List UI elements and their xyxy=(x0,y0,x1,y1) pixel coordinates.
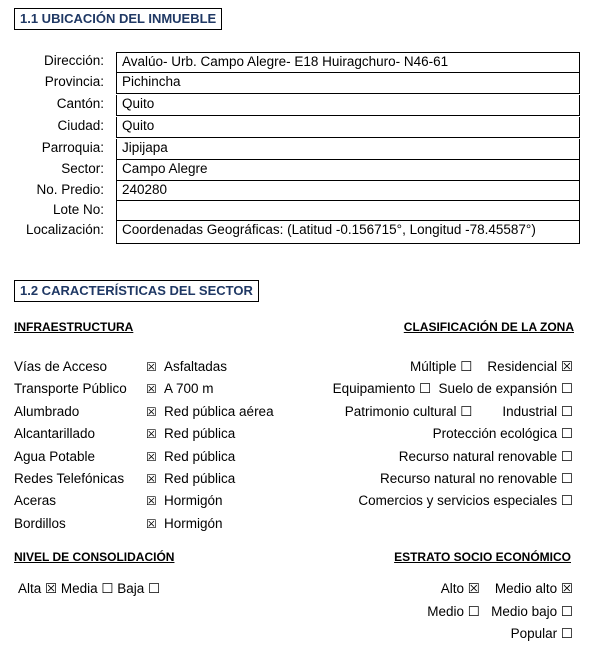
checkbox-icon[interactable]: ☒ xyxy=(146,427,157,441)
checkbox-icon[interactable]: ☒ xyxy=(146,382,157,396)
field-value: Avalúo- Urb. Campo Alegre- E18 Huiragchuro- N46-61 xyxy=(116,52,580,73)
section-title-caracteristicas: 1.2 CARACTERÍSTICAS DEL SECTOR xyxy=(14,280,259,302)
field-value: Quito xyxy=(116,117,580,138)
checkbox-icon[interactable]: ☒ xyxy=(146,360,157,374)
estrato-option-line: Popular ☐ xyxy=(510,626,573,641)
field-label: Lote No: xyxy=(52,202,104,217)
estrato-option-line: Medio ☐ Medio bajo ☐ xyxy=(427,604,573,619)
field-value: Coordenadas Geográficas: (Latitud -0.156715°, Longitud -78.45587°) xyxy=(116,221,580,244)
field-label: Cantón: xyxy=(56,96,104,111)
field-label: Provincia: xyxy=(44,74,104,89)
checkbox-icon[interactable]: ☒ xyxy=(146,450,157,464)
infra-value: Red pública xyxy=(164,426,236,441)
infra-label: Redes Telefónicas xyxy=(14,471,125,486)
estrato-option-line: Alto ☒ Medio alto ☒ xyxy=(440,581,573,596)
zona-option-line: Recurso natural no renovable ☐ xyxy=(380,471,573,486)
estrato-heading: ESTRATO SOCIO ECONÓMICO xyxy=(394,550,571,564)
field-label: Ciudad: xyxy=(57,118,104,133)
infra-value: A 700 m xyxy=(164,381,214,396)
zona-option-line: Patrimonio cultural ☐ Industrial ☐ xyxy=(344,404,573,419)
field-label: Sector: xyxy=(61,161,104,176)
field-value xyxy=(116,201,580,221)
zona-option-line: Protección ecológica ☐ xyxy=(432,426,573,441)
checkbox-icon[interactable]: ☒ xyxy=(146,472,157,486)
consolidacion-options: Alta ☒ Media ☐ Baja ☐ xyxy=(18,581,161,596)
checkbox-icon[interactable]: ☒ xyxy=(146,494,157,508)
infra-label: Vías de Acceso xyxy=(14,359,108,374)
infra-label: Transporte Público xyxy=(14,381,127,396)
infra-value: Red pública xyxy=(164,449,236,464)
infraestructura-heading: INFRAESTRUCTURA xyxy=(14,320,134,334)
infra-label: Agua Potable xyxy=(14,449,96,464)
field-label: Parroquia: xyxy=(41,140,104,155)
field-value: Campo Alegre xyxy=(116,160,580,181)
infra-label: Bordillos xyxy=(14,516,66,531)
zona-option-line: Múltiple ☐ Residencial ☒ xyxy=(409,359,573,374)
zona-option-line: Comercios y servicios especiales ☐ xyxy=(358,493,573,508)
infra-value: Red pública xyxy=(164,471,236,486)
field-label: No. Predio: xyxy=(36,182,104,197)
infra-label: Alcantarillado xyxy=(14,426,96,441)
consolidacion-heading: NIVEL DE CONSOLIDACIÓN xyxy=(14,550,175,564)
section-title-ubicacion: 1.1 UBICACIÓN DEL INMUEBLE xyxy=(14,8,222,30)
field-label: Dirección: xyxy=(43,53,104,68)
infra-value: Hormigón xyxy=(164,516,223,531)
field-value: Jipijapa xyxy=(116,139,580,160)
field-value: Pichincha xyxy=(116,73,580,94)
checkbox-icon[interactable]: ☒ xyxy=(146,405,157,419)
infra-value: Hormigón xyxy=(164,493,223,508)
field-value: Quito xyxy=(116,95,580,116)
infra-value: Asfaltadas xyxy=(164,359,228,374)
zona-option-line: Recurso natural renovable ☐ xyxy=(398,449,573,464)
infra-label: Alumbrado xyxy=(14,404,80,419)
field-value: 240280 xyxy=(116,181,580,201)
infra-label: Aceras xyxy=(14,493,57,508)
infra-value: Red pública aérea xyxy=(164,404,274,419)
clasificacion-zona-heading: CLASIFICACIÓN DE LA ZONA xyxy=(403,320,574,334)
checkbox-icon[interactable]: ☒ xyxy=(146,517,157,531)
field-label: Localización: xyxy=(25,222,104,237)
zona-option-line: Equipamiento ☐ Suelo de expansión ☐ xyxy=(332,381,573,396)
